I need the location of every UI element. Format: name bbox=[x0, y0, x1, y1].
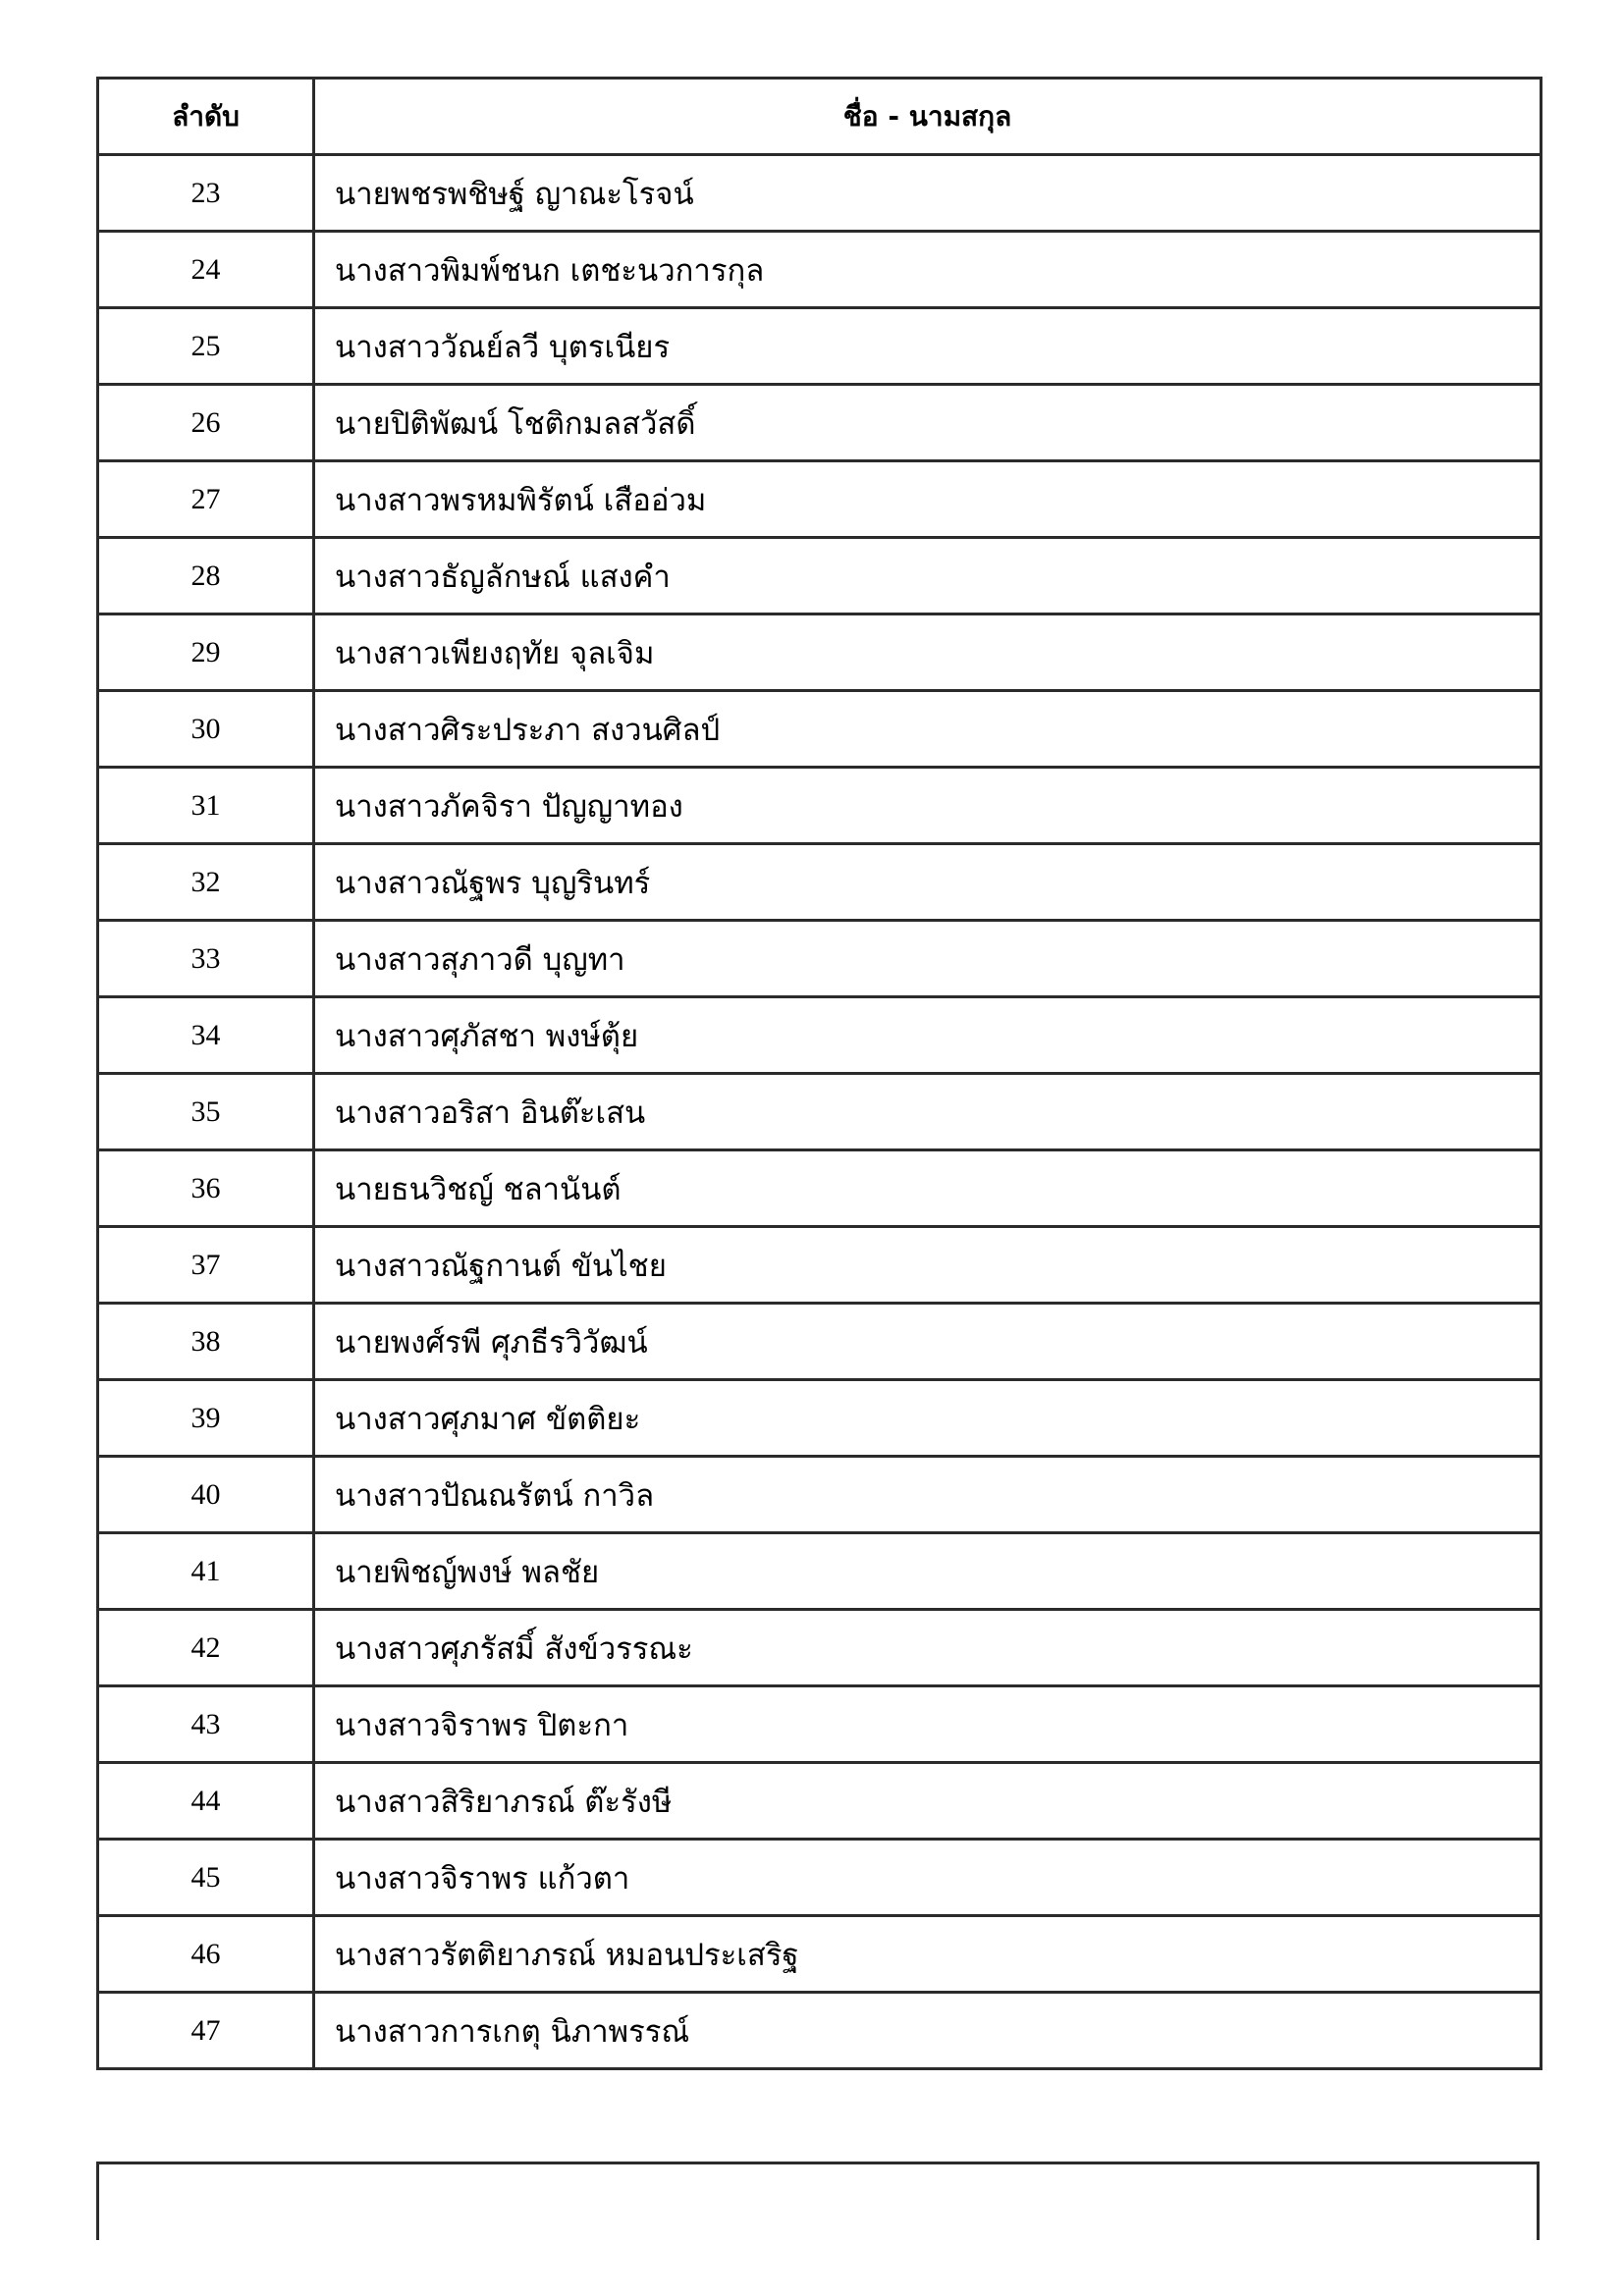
table-row bbox=[98, 1993, 1542, 2069]
continuation-left-border bbox=[96, 2162, 99, 2240]
row-full-name: นางสาวศุภัสชา พงษ์ตุ้ย bbox=[314, 997, 1542, 1074]
row-full-name: นายพิชญ์พงษ์ พลชัย bbox=[314, 1533, 1542, 1610]
name-list-table bbox=[96, 77, 1542, 2070]
row-full-name: นางสาวปัณณรัตน์ กาวิล bbox=[314, 1457, 1542, 1533]
row-number: 39 bbox=[98, 1380, 314, 1457]
row-number: 34 bbox=[98, 997, 314, 1074]
row-full-name: นางสาวศิระประภา สงวนศิลป์ bbox=[314, 691, 1542, 768]
row-full-name: นายปิติพัฒน์ โชติกมลสวัสดิ์ bbox=[314, 385, 1542, 461]
row-number: 47 bbox=[98, 1993, 314, 2069]
continuation-right-border bbox=[1537, 2162, 1540, 2240]
column-header-name: ชื่อ - นามสกุล bbox=[314, 79, 1542, 155]
table-row bbox=[98, 1763, 1542, 1840]
table-row bbox=[98, 1533, 1542, 1610]
row-number: 36 bbox=[98, 1150, 314, 1227]
row-full-name: นางสาวพรหมพิรัตน์ เสืออ่วม bbox=[314, 461, 1542, 538]
row-number: 37 bbox=[98, 1227, 314, 1304]
table-row bbox=[98, 1074, 1542, 1150]
row-number: 41 bbox=[98, 1533, 314, 1610]
column-header-number: ลำดับ bbox=[98, 79, 314, 155]
row-full-name: นางสาวสุภาวดี บุญทา bbox=[314, 921, 1542, 997]
table-header-row bbox=[98, 79, 1542, 155]
row-full-name: นางสาวภัคจิรา ปัญญาทอง bbox=[314, 768, 1542, 844]
table-row bbox=[98, 614, 1542, 691]
row-full-name: นางสาวศุภรัสมิ์ สังข์วรรณะ bbox=[314, 1610, 1542, 1686]
row-number: 24 bbox=[98, 232, 314, 308]
row-full-name: นางสาววัณย์ลวี บุตรเนียร bbox=[314, 308, 1542, 385]
table-row bbox=[98, 155, 1542, 232]
table-row bbox=[98, 1840, 1542, 1916]
row-full-name: นางสาวจิราพร แก้วตา bbox=[314, 1840, 1542, 1916]
table-row bbox=[98, 997, 1542, 1074]
table-row bbox=[98, 691, 1542, 768]
table-row bbox=[98, 461, 1542, 538]
row-number: 45 bbox=[98, 1840, 314, 1916]
row-full-name: นางสาวพิมพ์ชนก เตชะนวการกุล bbox=[314, 232, 1542, 308]
row-full-name: นางสาวอริสา อินต๊ะเสน bbox=[314, 1074, 1542, 1150]
row-number: 32 bbox=[98, 844, 314, 921]
table-continuation bbox=[96, 2162, 1540, 2240]
table-row bbox=[98, 1916, 1542, 1993]
table-row bbox=[98, 1610, 1542, 1686]
table-row bbox=[98, 768, 1542, 844]
row-number: 40 bbox=[98, 1457, 314, 1533]
row-full-name: นางสาวการเกตุ นิภาพรรณ์ bbox=[314, 1993, 1542, 2069]
table-row bbox=[98, 1304, 1542, 1380]
table-row bbox=[98, 1227, 1542, 1304]
row-number: 27 bbox=[98, 461, 314, 538]
row-number: 46 bbox=[98, 1916, 314, 1993]
table-row bbox=[98, 1150, 1542, 1227]
row-full-name: นางสาวธัญลักษณ์ แสงคำ bbox=[314, 538, 1542, 614]
row-number: 30 bbox=[98, 691, 314, 768]
row-full-name: นางสาวรัตติยาภรณ์ หมอนประเสริฐ bbox=[314, 1916, 1542, 1993]
row-full-name: นางสาวเพียงฤทัย จุลเจิม bbox=[314, 614, 1542, 691]
row-number: 29 bbox=[98, 614, 314, 691]
row-full-name: นายธนวิชญ์ ชลานันต์ bbox=[314, 1150, 1542, 1227]
row-number: 35 bbox=[98, 1074, 314, 1150]
row-number: 43 bbox=[98, 1686, 314, 1763]
row-number: 44 bbox=[98, 1763, 314, 1840]
row-full-name: นายพชรพชิษฐ์ ญาณะโรจน์ bbox=[314, 155, 1542, 232]
table-row bbox=[98, 538, 1542, 614]
row-number: 31 bbox=[98, 768, 314, 844]
row-number: 33 bbox=[98, 921, 314, 997]
table-row bbox=[98, 1380, 1542, 1457]
row-full-name: นางสาวณัฐพร บุญรินทร์ bbox=[314, 844, 1542, 921]
table-row bbox=[98, 232, 1542, 308]
row-number: 28 bbox=[98, 538, 314, 614]
row-number: 38 bbox=[98, 1304, 314, 1380]
table-row bbox=[98, 385, 1542, 461]
table-body bbox=[98, 155, 1542, 2069]
table-row bbox=[98, 844, 1542, 921]
row-number: 23 bbox=[98, 155, 314, 232]
row-full-name: นายพงศ์รพี ศุภธีรวิวัฒน์ bbox=[314, 1304, 1542, 1380]
row-number: 25 bbox=[98, 308, 314, 385]
row-number: 42 bbox=[98, 1610, 314, 1686]
row-number: 26 bbox=[98, 385, 314, 461]
row-full-name: นางสาวณัฐกานต์ ขันไชย bbox=[314, 1227, 1542, 1304]
continuation-divider bbox=[96, 2162, 1540, 2164]
table-row bbox=[98, 308, 1542, 385]
row-full-name: นางสาวจิราพร ปิตะกา bbox=[314, 1686, 1542, 1763]
table-row bbox=[98, 1686, 1542, 1763]
row-full-name: นางสาวศุภมาศ ขัตติยะ bbox=[314, 1380, 1542, 1457]
row-full-name: นางสาวสิริยาภรณ์ ต๊ะรังษี bbox=[314, 1763, 1542, 1840]
table-row bbox=[98, 921, 1542, 997]
table-row bbox=[98, 1457, 1542, 1533]
